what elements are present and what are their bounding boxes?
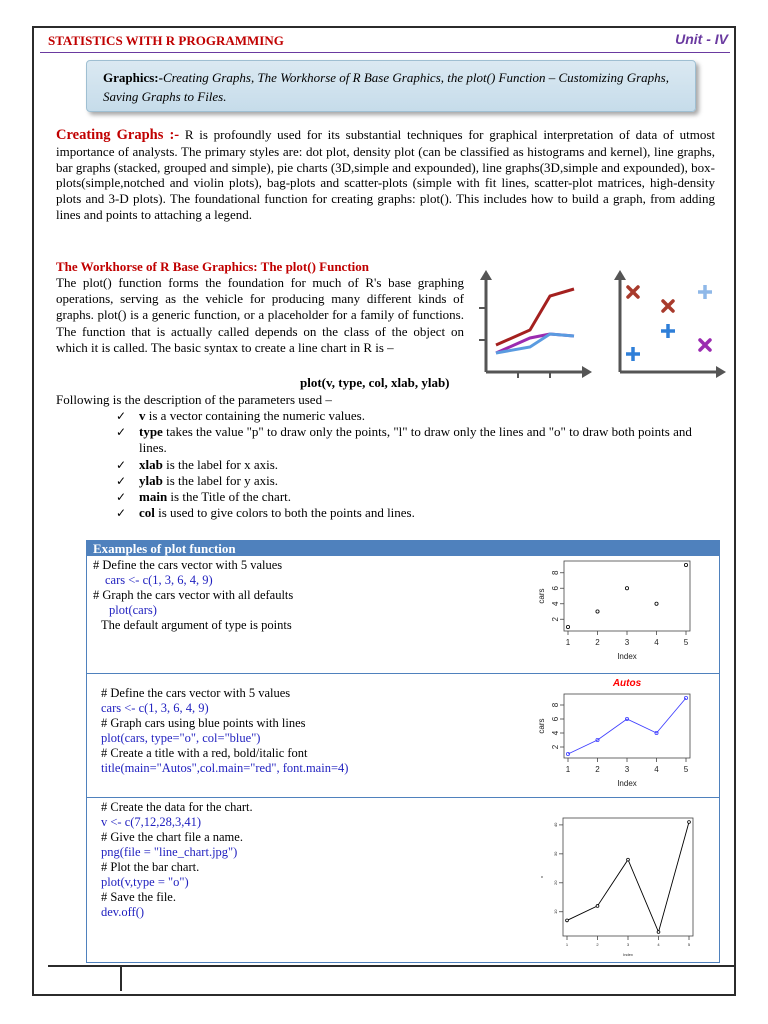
x-tick-label: 3 <box>626 942 630 947</box>
x-tick-label: 3 <box>624 765 630 774</box>
param-name: xlab <box>139 456 163 472</box>
code-line: v <- c(7,12,28,3,41) <box>101 815 202 829</box>
topics-label: Graphics:- <box>103 70 163 85</box>
list-item <box>116 408 706 424</box>
code-line: plot(cars, type="o", col="blue") <box>101 731 261 745</box>
param-desc: is the Title of the chart. <box>167 489 292 505</box>
workhorse-heading-text: The Workhorse of R Base Graphics: The plot() Function <box>56 259 369 274</box>
param-name: type <box>139 424 163 440</box>
data-point <box>596 610 599 613</box>
x-tick-label: 5 <box>683 765 689 774</box>
y-tick-label: 4 <box>551 730 560 736</box>
topics-text: Creating Graphs, The Workhorse of R Base Graphics, the plot() Function – Customizing Graphs, Saving Graphs to Files. <box>103 70 669 104</box>
creating-graphs-paragraph <box>56 127 715 223</box>
checkmark-icon: ✓ <box>116 506 127 521</box>
code-line: # Plot the bar chart. <box>101 860 200 874</box>
y-tick-label: 6 <box>551 586 560 591</box>
param-name: main <box>139 489 168 505</box>
data-point <box>688 821 691 824</box>
code-line: The default argument of type is points <box>101 618 292 632</box>
code-line: # Graph cars using blue points with lines <box>101 716 306 730</box>
list-item <box>116 457 706 473</box>
x-tick-label: 2 <box>595 765 600 774</box>
data-point <box>596 905 599 908</box>
creating-graphs-heading: Creating Graphs :- <box>56 127 180 143</box>
x-tick-label: 4 <box>654 765 659 774</box>
param-desc: is the label for x axis. <box>162 456 279 472</box>
x-tick-label: 1 <box>565 638 571 647</box>
series-line <box>567 822 689 932</box>
workhorse-body: The plot() function forms the foundation for much of R's base graphing operations, serving as the vehicle for producing many different kinds of graphs. plot() is a generic function, or a placeholder for a family of functions. The function that is actually called depends on the class of the object on which it is called. The basic syntax to create a line chart in R is – <box>56 275 464 355</box>
param-name: col <box>139 505 155 521</box>
param-desc: is used to give colors to both the points and lines. <box>154 505 415 521</box>
workhorse-heading <box>56 259 464 275</box>
plot-syntax: plot(v, type, col, xlab, ylab) <box>300 375 450 390</box>
line-chart-illustration <box>478 268 598 383</box>
v-line-plot <box>535 812 705 965</box>
topics-box <box>86 60 696 112</box>
parameter-list <box>116 408 706 521</box>
code-line: cars <- c(1, 3, 6, 4, 9) <box>101 701 209 715</box>
chart-canvas <box>520 670 700 800</box>
checkmark-icon: ✓ <box>116 473 127 488</box>
y-axis-label: cars <box>537 588 546 604</box>
y-tick-label: 40 <box>553 822 558 828</box>
y-tick-label: 6 <box>551 716 560 722</box>
param-desc: takes the value "p" to draw only the points, "l" to draw only the lines and "o" to draw both points and lines. <box>139 424 692 456</box>
code-line: # Save the file. <box>101 890 176 904</box>
checkmark-icon: ✓ <box>116 409 127 423</box>
creating-graphs-body: R is profoundly used for its substantial techniques for graphical interpretation of data of utmost importance of analysts. The primary styles are: dot plot, density plot (can be classified as histograms and kernel), line graphs, bar graphs (stacked, grouped and simple), pie charts (3D,simple and expounded), line graphs(3D,simple and expounded), box-plots(simple,notched and violin plots), bag-plots and scatter-plots (simple with fit lines, scatter-plot matrices, high-density plots and 3-D plots). The foundational function for creating graphs: plot(). This includes how to build a graph, from adding lines and points to attaching a legend. <box>56 127 715 222</box>
code-line: png(file = "line_chart.jpg") <box>101 845 238 859</box>
y-tick-label: 20 <box>553 880 558 886</box>
list-item <box>116 505 706 521</box>
data-point <box>625 587 628 590</box>
footer-separator <box>120 965 122 991</box>
y-axis-label: v <box>539 876 544 878</box>
list-item <box>116 473 706 489</box>
param-name: ylab <box>139 472 163 488</box>
autos-line-plot <box>520 670 700 805</box>
data-point <box>655 602 658 605</box>
x-tick-label: 4 <box>654 638 659 647</box>
x-tick-label: 2 <box>595 638 600 647</box>
list-item <box>116 424 706 456</box>
param-desc: is the label for y axis. <box>162 472 279 488</box>
code-line: # Graph the cars vector with all defaults <box>93 588 294 602</box>
code-line: # Create a title with a red, bold/italic font <box>101 746 308 760</box>
example-3-code <box>101 800 253 920</box>
page-header <box>48 33 728 53</box>
code-line: plot(v,type = "o") <box>101 875 189 889</box>
cars-point-plot <box>520 555 700 680</box>
x-tick-label: 2 <box>596 942 599 947</box>
examples-table-header: Examples of plot function <box>87 541 719 556</box>
x-tick-label: 5 <box>687 942 691 947</box>
chart-title: Autos <box>612 678 642 689</box>
x-tick-label: 1 <box>565 942 569 947</box>
y-tick-label: 8 <box>551 570 560 575</box>
chart-canvas <box>535 812 705 960</box>
list-item <box>116 489 706 505</box>
code-line: dev.off() <box>101 905 145 919</box>
y-tick-label: 30 <box>553 851 558 857</box>
y-tick-label: 2 <box>551 617 560 622</box>
x-tick-label: 1 <box>565 765 571 774</box>
x-tick-label: 3 <box>624 638 630 647</box>
footer-divider <box>48 965 736 967</box>
plot-frame <box>564 561 690 631</box>
x-axis-label: Index <box>617 652 637 661</box>
data-point <box>684 563 687 566</box>
y-tick-label: 4 <box>551 601 560 606</box>
code-line: plot(cars) <box>109 603 157 617</box>
x-tick-label: 5 <box>683 638 689 647</box>
example-1-code <box>93 558 293 633</box>
data-point <box>657 931 660 934</box>
checkmark-icon: ✓ <box>116 490 127 505</box>
y-axis-label: cars <box>537 718 546 734</box>
scatter-chart-illustration <box>612 268 732 383</box>
code-line: cars <- c(1, 3, 6, 4, 9) <box>105 573 213 587</box>
parameters-intro: Following is the description of the parameters used – <box>56 392 332 407</box>
header-divider <box>40 52 730 53</box>
plot-frame <box>564 694 690 758</box>
y-tick-label: 8 <box>551 702 560 708</box>
y-tick-label: 2 <box>551 744 560 750</box>
header-unit: Unit - IV <box>675 31 728 47</box>
data-point <box>627 858 630 861</box>
x-axis-label: Index <box>623 952 633 957</box>
x-axis-label: Index <box>617 779 637 788</box>
code-line: # Give the chart file a name. <box>101 830 243 844</box>
code-line: # Define the cars vector with 5 values <box>101 686 291 700</box>
data-point <box>566 625 569 628</box>
code-line: # Define the cars vector with 5 values <box>93 558 283 572</box>
data-point <box>566 919 569 922</box>
series-line <box>568 698 686 754</box>
checkmark-icon: ✓ <box>116 425 127 440</box>
code-line: # Create the data for the chart. <box>101 800 253 814</box>
param-desc: is a vector containing the numeric values. <box>145 408 365 423</box>
x-tick-label: 4 <box>657 942 660 947</box>
checkmark-icon: ✓ <box>116 457 127 472</box>
code-line: title(main="Autos",col.main="red", font.main=4) <box>101 761 349 775</box>
example-2-code <box>101 686 348 776</box>
chart-canvas <box>520 555 700 675</box>
y-tick-label: 10 <box>553 909 558 914</box>
header-title: STATISTICS WITH R PROGRAMMING <box>48 33 284 48</box>
param-name: v <box>139 408 146 423</box>
